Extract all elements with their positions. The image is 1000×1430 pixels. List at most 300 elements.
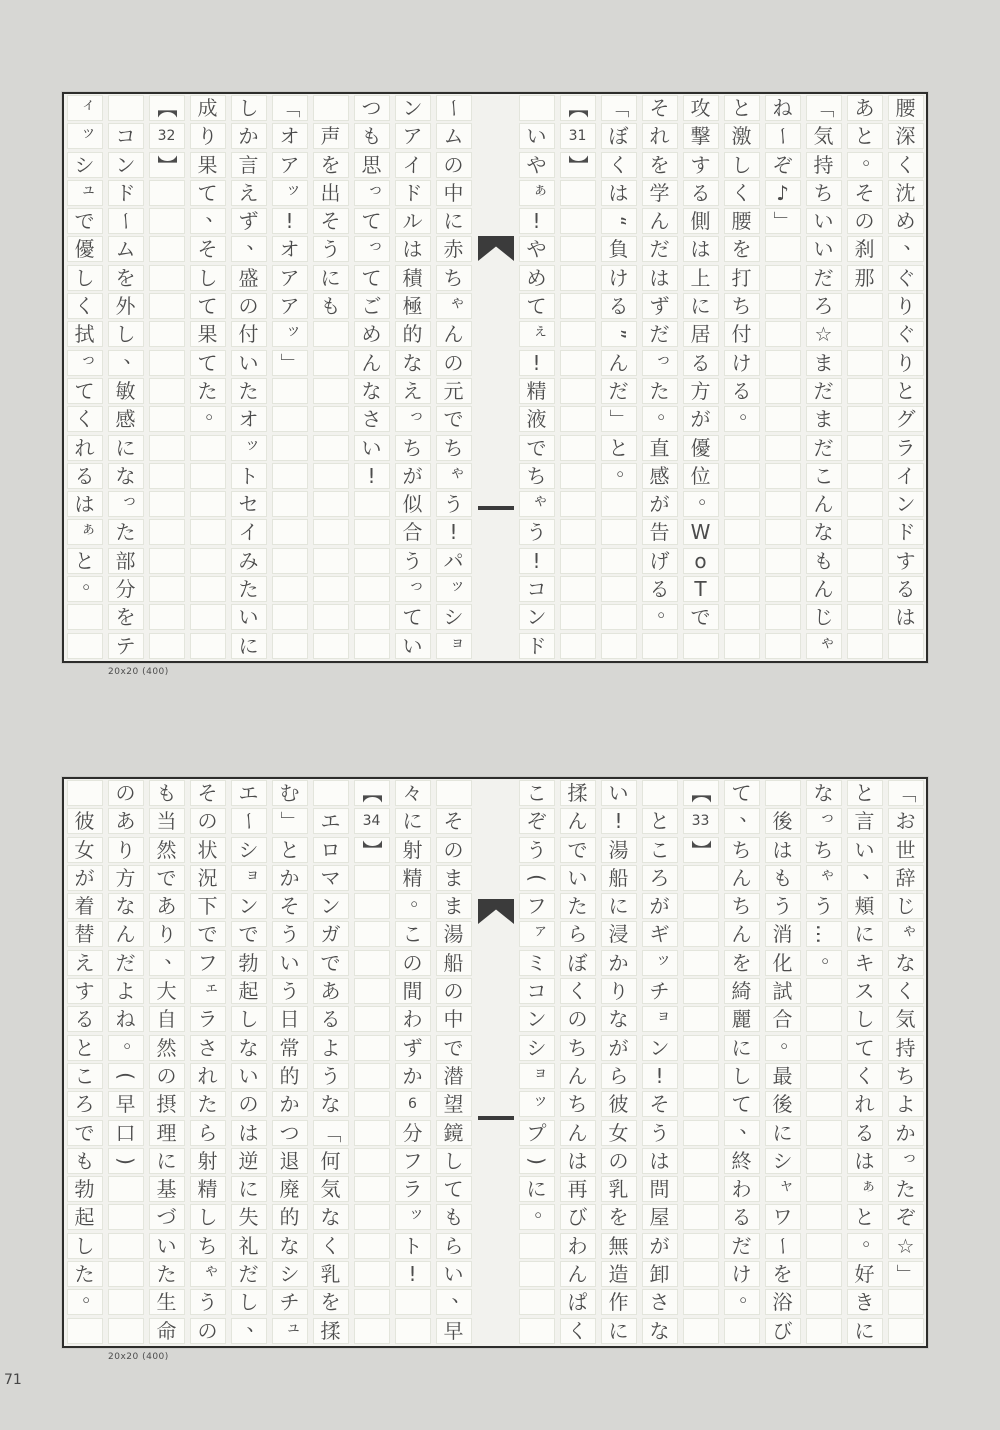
grid-cell <box>149 180 185 206</box>
character: ラ <box>197 1007 218 1032</box>
grid-cell <box>560 491 596 517</box>
text-column <box>272 780 308 1346</box>
character: T <box>694 577 707 602</box>
character: 湯 <box>608 837 629 862</box>
grid-cell <box>847 208 883 234</box>
grid-cell <box>847 406 883 432</box>
character: ッ <box>285 320 302 340</box>
grid-cell <box>847 180 883 206</box>
grid-cell <box>231 808 267 834</box>
character: ム <box>115 237 136 262</box>
center-margin <box>476 95 514 661</box>
character: 那 <box>854 265 875 290</box>
character: な <box>279 1233 300 1258</box>
character: し <box>443 1148 464 1173</box>
character: な <box>895 950 916 975</box>
character: め <box>895 209 916 234</box>
character: 気 <box>320 1177 341 1202</box>
grid-cell <box>724 1233 760 1259</box>
grid-cell <box>806 491 842 517</box>
character: を <box>115 265 136 290</box>
grid-cell <box>149 1261 185 1287</box>
grid-cell <box>642 921 678 947</box>
character: ち <box>402 435 423 460</box>
grid-cell <box>888 1204 924 1230</box>
grid-cell <box>436 180 472 206</box>
character: な <box>813 520 834 545</box>
character: 積 <box>402 265 423 290</box>
character: で <box>320 950 341 975</box>
character: ン <box>402 96 423 120</box>
character: 学 <box>649 180 670 205</box>
character: ョ <box>532 1061 549 1081</box>
character: な <box>320 1205 341 1230</box>
grid-cell <box>765 435 801 461</box>
grid-cell <box>231 491 267 517</box>
grid-cell <box>354 893 390 919</box>
grid-cell <box>108 1318 144 1344</box>
grid-cell <box>601 236 637 262</box>
grid-cell <box>765 180 801 206</box>
grid-cell <box>642 1204 678 1230</box>
character: か <box>238 124 259 149</box>
grid-cell <box>436 808 472 834</box>
grid-cell <box>560 780 596 806</box>
character: ゃ <box>449 461 466 481</box>
grid-cell <box>149 350 185 376</box>
grid-cell <box>683 1035 719 1061</box>
text-column <box>67 780 103 1346</box>
grid-cell <box>67 1148 103 1174</box>
character: そ <box>320 209 341 234</box>
character: 精 <box>402 865 423 890</box>
grid-cell <box>683 837 719 863</box>
grid-cell <box>724 265 760 291</box>
gyobi-line <box>478 506 514 510</box>
character: 「 <box>318 1122 343 1143</box>
grid-cell <box>395 123 431 149</box>
character: 液 <box>526 407 547 432</box>
character: い <box>279 950 300 975</box>
character: を <box>320 152 341 177</box>
grid-cell <box>642 399 678 432</box>
grid-cell <box>724 1148 760 1174</box>
character: 」 <box>893 1264 918 1285</box>
grid-cell <box>519 378 555 404</box>
character: 果 <box>197 152 218 177</box>
grid-cell <box>806 1035 842 1061</box>
grid-cell <box>888 321 924 347</box>
grid-cell <box>888 378 924 404</box>
text-column <box>560 95 596 661</box>
character: ョ <box>449 631 466 651</box>
grid-cell <box>601 1261 637 1287</box>
grid-cell <box>354 548 390 574</box>
character: な <box>320 1092 341 1117</box>
character: パ <box>443 548 464 573</box>
character: の <box>443 350 464 375</box>
grid-cell <box>847 1289 883 1315</box>
grid-cell <box>642 1318 678 1344</box>
character: 的 <box>402 322 423 347</box>
character: う <box>320 237 341 262</box>
grid-cell <box>272 208 308 234</box>
character: 言 <box>238 152 259 177</box>
grid-cell <box>683 152 719 178</box>
character: に <box>115 435 136 460</box>
grid-cell <box>683 95 719 121</box>
grid-cell <box>395 1148 431 1174</box>
grid-cell <box>354 1063 390 1089</box>
grid-cell <box>313 1261 349 1287</box>
character: 射 <box>197 1148 218 1173</box>
character: 、 <box>739 1112 760 1137</box>
grid-cell <box>683 893 719 919</box>
grid-cell <box>888 865 924 891</box>
grid-cell <box>601 1148 637 1174</box>
character: 状 <box>197 837 218 862</box>
grid-cell <box>272 519 308 545</box>
grid-cell <box>519 633 555 659</box>
character: ア <box>279 265 300 290</box>
grid-cell <box>436 435 472 461</box>
grid-cell <box>313 208 349 234</box>
grid-cell <box>67 1282 103 1315</box>
grid-cell <box>601 633 637 659</box>
grid-cell <box>847 95 883 121</box>
character: る <box>320 1007 341 1032</box>
character: ロ <box>320 837 341 862</box>
grid-cell <box>190 201 226 234</box>
grid-cell <box>108 406 144 432</box>
character: そ <box>854 180 875 205</box>
character: 上 <box>690 265 711 290</box>
grid-cell <box>67 1318 103 1344</box>
character: の <box>238 294 259 319</box>
character: ド <box>402 180 423 205</box>
grid-cell <box>67 1091 103 1117</box>
grid-cell <box>724 1035 760 1061</box>
grid-cell <box>847 576 883 602</box>
character: こ <box>813 463 834 488</box>
grid-cell <box>354 180 390 206</box>
grid-cell <box>67 378 103 404</box>
character: ぼ <box>608 124 629 149</box>
grid-cell <box>806 265 842 291</box>
character: ら <box>608 1063 629 1088</box>
character: 綺 <box>731 979 752 1004</box>
grid-cell <box>395 921 431 947</box>
character: 浸 <box>608 922 629 947</box>
grid-cell <box>683 604 719 630</box>
character: ャ <box>778 1175 795 1195</box>
grid-cell <box>272 1006 308 1032</box>
character: 間 <box>402 979 423 1004</box>
grid-cell <box>601 491 637 517</box>
grid-cell <box>190 633 226 659</box>
grid-cell <box>231 180 267 206</box>
grid-cell <box>231 123 267 149</box>
grid-cell <box>108 1233 144 1259</box>
grid-cell <box>313 1091 349 1117</box>
character: 常 <box>279 1035 300 1060</box>
character: ま <box>443 865 464 890</box>
grid-cell <box>436 1233 472 1259</box>
character: も <box>443 1205 464 1230</box>
character: る <box>74 1007 95 1032</box>
grid-cell <box>519 1197 555 1230</box>
character: で <box>74 209 95 234</box>
character: に <box>772 1120 793 1145</box>
grid-cell <box>190 1063 226 1089</box>
grid-cell <box>888 978 924 1004</box>
character: 31 <box>568 128 587 145</box>
character: ) <box>524 1156 549 1165</box>
character: ゃ <box>203 1260 220 1280</box>
grid-cell <box>149 378 185 404</box>
character: 早 <box>443 1318 464 1343</box>
character: で <box>526 435 547 460</box>
grid-cell <box>231 1261 267 1287</box>
character: し <box>731 152 752 177</box>
grid-cell <box>272 604 308 630</box>
grid-cell <box>847 350 883 376</box>
grid-cell <box>560 123 596 149</box>
grid-cell <box>313 1120 349 1146</box>
text-column <box>313 780 349 1346</box>
grid-cell <box>354 123 390 149</box>
grid-cell <box>272 95 308 121</box>
grid-cell <box>108 1027 144 1061</box>
grid-cell <box>190 1091 226 1117</box>
character: 的 <box>279 1205 300 1230</box>
grid-cell <box>149 1176 185 1202</box>
character: ン <box>238 894 259 919</box>
grid-cell <box>313 1233 349 1259</box>
character: 女 <box>608 1120 629 1145</box>
grid-cell <box>190 152 226 178</box>
character: が <box>649 894 670 919</box>
character: は <box>854 1148 875 1173</box>
character: そ <box>279 894 300 919</box>
character: ぇ <box>532 320 549 340</box>
grid-cell <box>765 865 801 891</box>
grid-cell <box>642 808 678 834</box>
character: 消 <box>772 922 793 947</box>
character: 。 <box>657 597 678 622</box>
character: 「 <box>893 783 918 803</box>
character: て <box>731 781 752 805</box>
character: 極 <box>402 294 423 319</box>
grid-cell <box>560 208 596 234</box>
character: 【 <box>359 783 384 803</box>
grid-cell <box>108 491 144 517</box>
character: 6 <box>408 1096 417 1113</box>
character: だ <box>813 378 834 403</box>
grid-cell <box>272 865 308 891</box>
character: ! <box>532 209 541 234</box>
grid-cell <box>806 633 842 659</box>
grid-cell <box>190 1318 226 1344</box>
character: ( <box>524 873 549 882</box>
character: ン <box>649 1035 670 1060</box>
character: い <box>567 865 588 890</box>
grid-cell <box>683 321 719 347</box>
character: た <box>895 1177 916 1202</box>
grid-cell <box>313 406 349 432</box>
grid-cell <box>683 378 719 404</box>
grid-cell <box>519 576 555 602</box>
character: た <box>197 378 218 403</box>
grid-cell <box>765 1063 801 1089</box>
grid-cell <box>519 265 555 291</box>
grid-cell <box>888 1233 924 1259</box>
grid-cell <box>67 633 103 659</box>
grid-cell <box>601 350 637 376</box>
character: 思 <box>361 152 382 177</box>
grid-cell <box>395 780 431 806</box>
character: あ <box>156 894 177 919</box>
grid-cell <box>395 1289 431 1315</box>
grid-cell <box>190 576 226 602</box>
text-column <box>519 95 555 661</box>
grid-cell <box>272 152 308 178</box>
character: 生 <box>156 1290 177 1315</box>
character: 彼 <box>608 1092 629 1117</box>
character: 望 <box>443 1092 464 1117</box>
text-column <box>642 95 678 661</box>
character: な <box>813 781 834 805</box>
grid-cell <box>231 1006 267 1032</box>
grid-cell <box>724 801 760 834</box>
grid-cell <box>436 633 472 659</box>
character: ん <box>567 1063 588 1088</box>
grid-cell <box>313 519 349 545</box>
grid-cell <box>395 463 431 489</box>
grid-cell <box>190 893 226 919</box>
grid-cell <box>847 378 883 404</box>
character: し <box>197 265 218 290</box>
character: や <box>526 237 547 262</box>
grid-cell <box>395 350 431 376</box>
character: ト <box>238 463 259 488</box>
grid-cell <box>108 95 144 121</box>
character: か <box>402 1063 423 1088</box>
character: 分 <box>402 1120 423 1145</box>
grid-cell <box>642 208 678 234</box>
grid-cell <box>724 837 760 863</box>
grid-cell <box>642 123 678 149</box>
character: え <box>238 180 259 205</box>
grid-cell <box>806 1204 842 1230</box>
grid-cell <box>765 208 801 234</box>
grid-cell <box>724 463 760 489</box>
character: 揉 <box>567 781 588 805</box>
character: う <box>649 1120 670 1145</box>
grid-cell <box>847 893 883 919</box>
grid-cell <box>560 1204 596 1230</box>
character: ! <box>285 209 294 234</box>
grid-cell <box>724 180 760 206</box>
grid-cell <box>313 1006 349 1032</box>
grid-cell <box>765 463 801 489</box>
grid-cell <box>683 265 719 291</box>
character: を <box>608 1205 629 1230</box>
grid-cell <box>67 604 103 630</box>
grid-cell <box>395 95 431 121</box>
character: 日 <box>279 1007 300 1032</box>
character: 無 <box>608 1233 629 1258</box>
grid-cell <box>313 123 349 149</box>
character: く <box>731 180 752 205</box>
grid-cell <box>847 293 883 319</box>
character: と <box>74 548 95 573</box>
character: ! <box>655 1063 664 1088</box>
grid-cell <box>560 1091 596 1117</box>
character: ゃ <box>819 631 836 651</box>
character: 、 <box>164 942 185 967</box>
character: ゃ <box>532 490 549 510</box>
text-column <box>395 780 431 1346</box>
grid-cell <box>724 95 760 121</box>
character: 礼 <box>238 1233 259 1258</box>
grid-cell <box>847 236 883 262</box>
character: も <box>320 294 341 319</box>
grid-cell <box>354 780 390 806</box>
grid-cell <box>806 1120 842 1146</box>
grid-cell <box>519 921 555 947</box>
character: ♪ <box>776 180 789 205</box>
grid-cell <box>806 1091 842 1117</box>
character: 位 <box>690 463 711 488</box>
character: な <box>608 1007 629 1032</box>
character: 精 <box>526 378 547 403</box>
grid-cell <box>190 435 226 461</box>
character: 敏 <box>115 378 136 403</box>
character: ん <box>567 809 588 834</box>
grid-cell <box>642 236 678 262</box>
character: チ <box>279 1290 300 1315</box>
grid-cell <box>354 1204 390 1230</box>
grid-cell <box>354 208 390 234</box>
character: ョ <box>655 1005 672 1025</box>
character: ぱ <box>567 1290 588 1315</box>
character: 側 <box>690 209 711 234</box>
grid-cell <box>806 350 842 376</box>
character: そ <box>197 781 218 805</box>
character: お <box>895 809 916 834</box>
grid-cell <box>395 950 431 976</box>
character: 。 <box>862 1225 883 1250</box>
character: く <box>320 1233 341 1258</box>
grid-cell <box>683 123 719 149</box>
grid-cell <box>272 1063 308 1089</box>
grid-cell <box>765 152 801 178</box>
grid-cell <box>108 1148 144 1174</box>
character: 辞 <box>895 865 916 890</box>
grid-cell <box>190 236 226 262</box>
grid-cell <box>560 265 596 291</box>
grid-cell <box>642 1035 678 1061</box>
grid-cell <box>847 1063 883 1089</box>
grid-cell <box>888 1318 924 1344</box>
grid-cell <box>601 893 637 919</box>
grid-cell <box>888 1063 924 1089</box>
grid-cell <box>354 491 390 517</box>
character: よ <box>895 1092 916 1117</box>
center-margin <box>476 780 514 1346</box>
grid-cell <box>395 378 431 404</box>
